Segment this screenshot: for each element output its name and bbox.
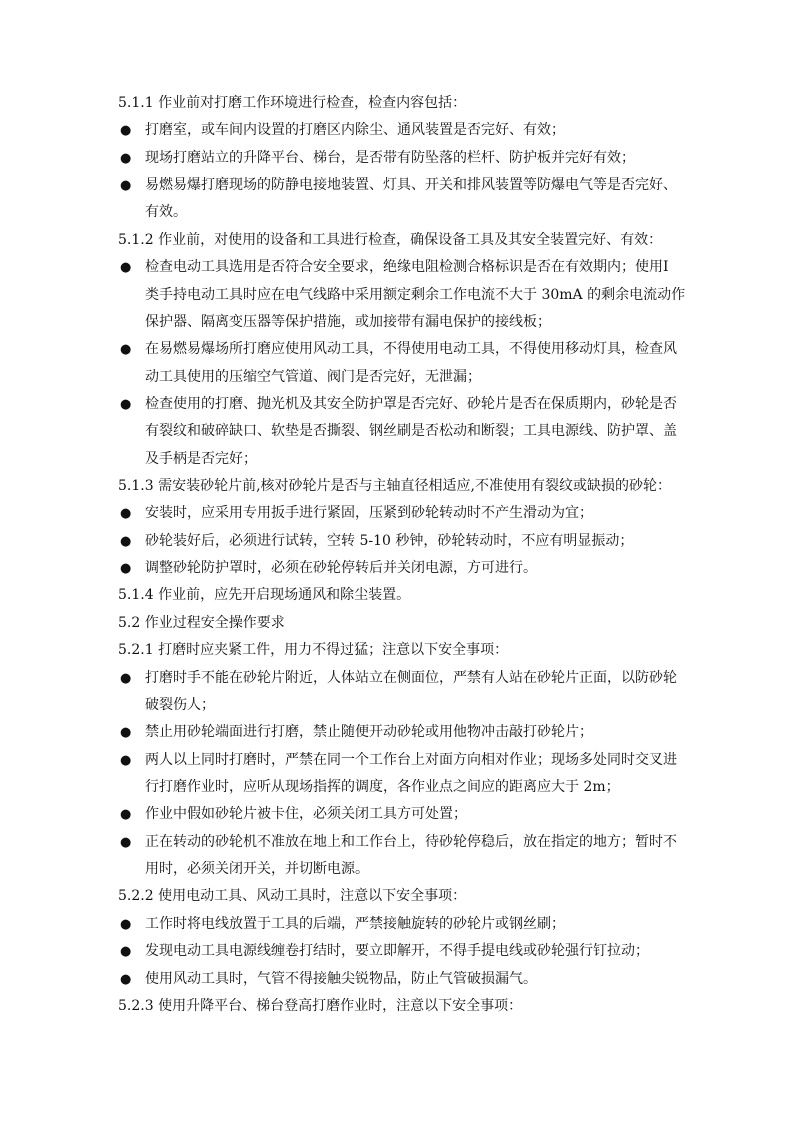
line-text: 破裂伤人； <box>145 696 215 713</box>
bullet-icon: ● <box>120 342 132 358</box>
bullet-item-line <box>118 282 688 309</box>
line-text: 作业中假如砂轮片被卡住，必须关闭工具方可处置； <box>145 806 467 823</box>
line-text: 禁止用砂轮端面进行打磨，禁止随便开动砂轮或用他物冲击敲打砂轮片； <box>145 724 593 741</box>
bullet-item-line <box>118 418 688 445</box>
bullet-icon: ● <box>120 752 132 768</box>
bullet-item-line <box>118 172 688 199</box>
bullet-icon: ● <box>120 834 132 850</box>
section-heading-line <box>118 883 688 910</box>
bullet-icon: ● <box>120 506 132 522</box>
bullet-item-line <box>118 801 688 828</box>
line-text: 5.1.1 作业前对打磨工作环境进行检查，检查内容包括： <box>118 95 467 111</box>
line-text: 两人以上同时打磨时，严禁在同一个工作台上对面方向相对作业；现场多处同时交叉进 <box>145 751 677 768</box>
section-heading-line <box>118 993 688 1020</box>
line-text: 5.2.2 使用电动工具、风动工具时，注意以下安全事项： <box>118 888 467 905</box>
line-text: 打磨时手不能在砂轮片附近，人体站立在侧面位，严禁有人站在砂轮片正面，以防砂轮 <box>145 669 677 686</box>
bullet-icon: ● <box>120 944 132 960</box>
line-text: 5.1.3 需安装砂轮片前,核对砂轮片是否与主轴直径相适应,不准使用有裂纹或缺损的砂轮： <box>118 478 671 495</box>
section-heading-line <box>118 227 688 254</box>
line-text: 使用风动工具时，气管不得接触尖锐物品，防止气管破损漏气。 <box>145 970 537 987</box>
line-text: 正在转动的砂轮机不准放在地上和工作台上，待砂轮停稳后，放在指定的地方；暂时不 <box>145 833 677 850</box>
section-heading-line <box>118 637 688 664</box>
bullet-icon: ● <box>120 533 132 549</box>
line-text: 5.2.3 使用升降平台、梯台登高打磨作业时，注意以下安全事项： <box>118 997 523 1014</box>
line-text: 安装时，应采用专用扳手进行紧固，压紧到砂轮转动时不产生滑动为宜； <box>145 505 593 522</box>
bullet-icon: ● <box>120 396 132 412</box>
document-body <box>118 90 688 1020</box>
section-heading-line <box>118 582 688 609</box>
bullet-icon: ● <box>120 971 132 987</box>
bullet-item-line <box>118 911 688 938</box>
bullet-item-line <box>118 391 688 418</box>
line-text: 工作时将电线放置于工具的后端，严禁接触旋转的砂轮片或钢丝刷； <box>145 915 565 932</box>
bullet-icon: ● <box>120 150 132 166</box>
line-text: 5.2.1 打磨时应夹紧工件，用力不得过猛；注意以下安全事项： <box>118 642 509 659</box>
line-text: 用时，必须关闭开关，并切断电源。 <box>145 861 369 878</box>
bullet-item-line <box>118 336 688 363</box>
line-text: 检查使用的打磨、抛光机及其安全防护罩是否完好、砂轮片是否在保质期内，砂轮是否 <box>145 395 677 412</box>
bullet-icon: ● <box>120 670 132 686</box>
bullet-item-line <box>118 254 688 281</box>
bullet-item-line <box>118 774 688 801</box>
bullet-item-line <box>118 117 688 144</box>
bullet-item-line <box>118 199 688 226</box>
bullet-item-line <box>118 309 688 336</box>
section-heading-line <box>118 473 688 500</box>
line-text: 5.2 作业过程安全操作要求 <box>118 614 285 631</box>
bullet-item-line <box>118 665 688 692</box>
bullet-item-line <box>118 719 688 746</box>
line-text: 行打磨作业时，应听从现场指挥的调度，各作业点之间应的距离应大于 2m； <box>145 778 620 795</box>
bullet-item-line <box>118 747 688 774</box>
bullet-icon: ● <box>120 807 132 823</box>
line-text: 保护器、隔离变压器等保护措施，或加接带有漏电保护的接线板； <box>145 313 551 330</box>
bullet-item-line <box>118 446 688 473</box>
line-text: 在易燃易爆场所打磨应使用风动工具，不得使用电动工具，不得使用移动灯具，检查风 <box>145 341 677 358</box>
bullet-icon: ● <box>120 916 132 932</box>
line-text: 5.1.2 作业前，对使用的设备和工具进行检查，确保设备工具及其安全装置完好、有效： <box>118 231 663 248</box>
bullet-icon: ● <box>120 561 132 577</box>
bullet-item-line <box>118 528 688 555</box>
bullet-item-line <box>118 856 688 883</box>
bullet-item-line <box>118 829 688 856</box>
line-text: 有裂纹和破碎缺口、软垫是否撕裂、钢丝刷是否松动和断裂；工具电源线、防护罩、盖 <box>145 423 677 440</box>
line-text: 检查电动工具选用是否符合安全要求，绝缘电阻检测合格标识是否在有效期内；使用Ⅰ <box>145 259 669 276</box>
bullet-item-line <box>118 692 688 719</box>
line-text: 有效。 <box>145 204 187 221</box>
line-text: 调整砂轮防护罩时，必须在砂轮停转后并关闭电源，方可进行。 <box>145 560 537 577</box>
line-text: 5.1.4 作业前，应先开启现场通风和除尘装置。 <box>118 587 411 604</box>
line-text: 易燃易爆打磨现场的防静电接地装置、灯具、开关和排风装置等防爆电气等是否完好、 <box>145 177 677 194</box>
bullet-item-line <box>118 938 688 965</box>
section-heading-line <box>118 90 688 117</box>
bullet-icon: ● <box>120 123 132 139</box>
bullet-icon: ● <box>120 178 132 194</box>
line-text: 现场打磨站立的升降平台、梯台，是否带有防坠落的栏杆、防护板并完好有效； <box>145 149 635 166</box>
line-text: 类手持电动工具时应在电气线路中采用额定剩余工作电流不大于 30mA 的剩余电流动作 <box>145 286 686 303</box>
bullet-item-line <box>118 364 688 391</box>
bullet-icon: ● <box>120 260 132 276</box>
section-heading-line <box>118 610 688 637</box>
bullet-icon: ● <box>120 725 132 741</box>
line-text: 及手柄是否完好； <box>145 450 257 467</box>
line-text: 动工具使用的压缩空气管道、阀门是否完好，无泄漏； <box>145 368 481 385</box>
bullet-item-line <box>118 500 688 527</box>
line-text: 砂轮装好后，必须进行试转，空转 5-10 秒钟，砂轮转动时，不应有明显振动； <box>145 532 634 549</box>
line-text: 打磨室，或车间内设置的打磨区内除尘、通风装置是否完好、有效； <box>145 122 565 139</box>
bullet-item-line <box>118 966 688 993</box>
line-text: 发现电动工具电源线缠卷打结时，要立即解开，不得手提电线或砂轮强行钉拉动； <box>145 943 649 960</box>
bullet-item-line <box>118 555 688 582</box>
bullet-item-line <box>118 145 688 172</box>
